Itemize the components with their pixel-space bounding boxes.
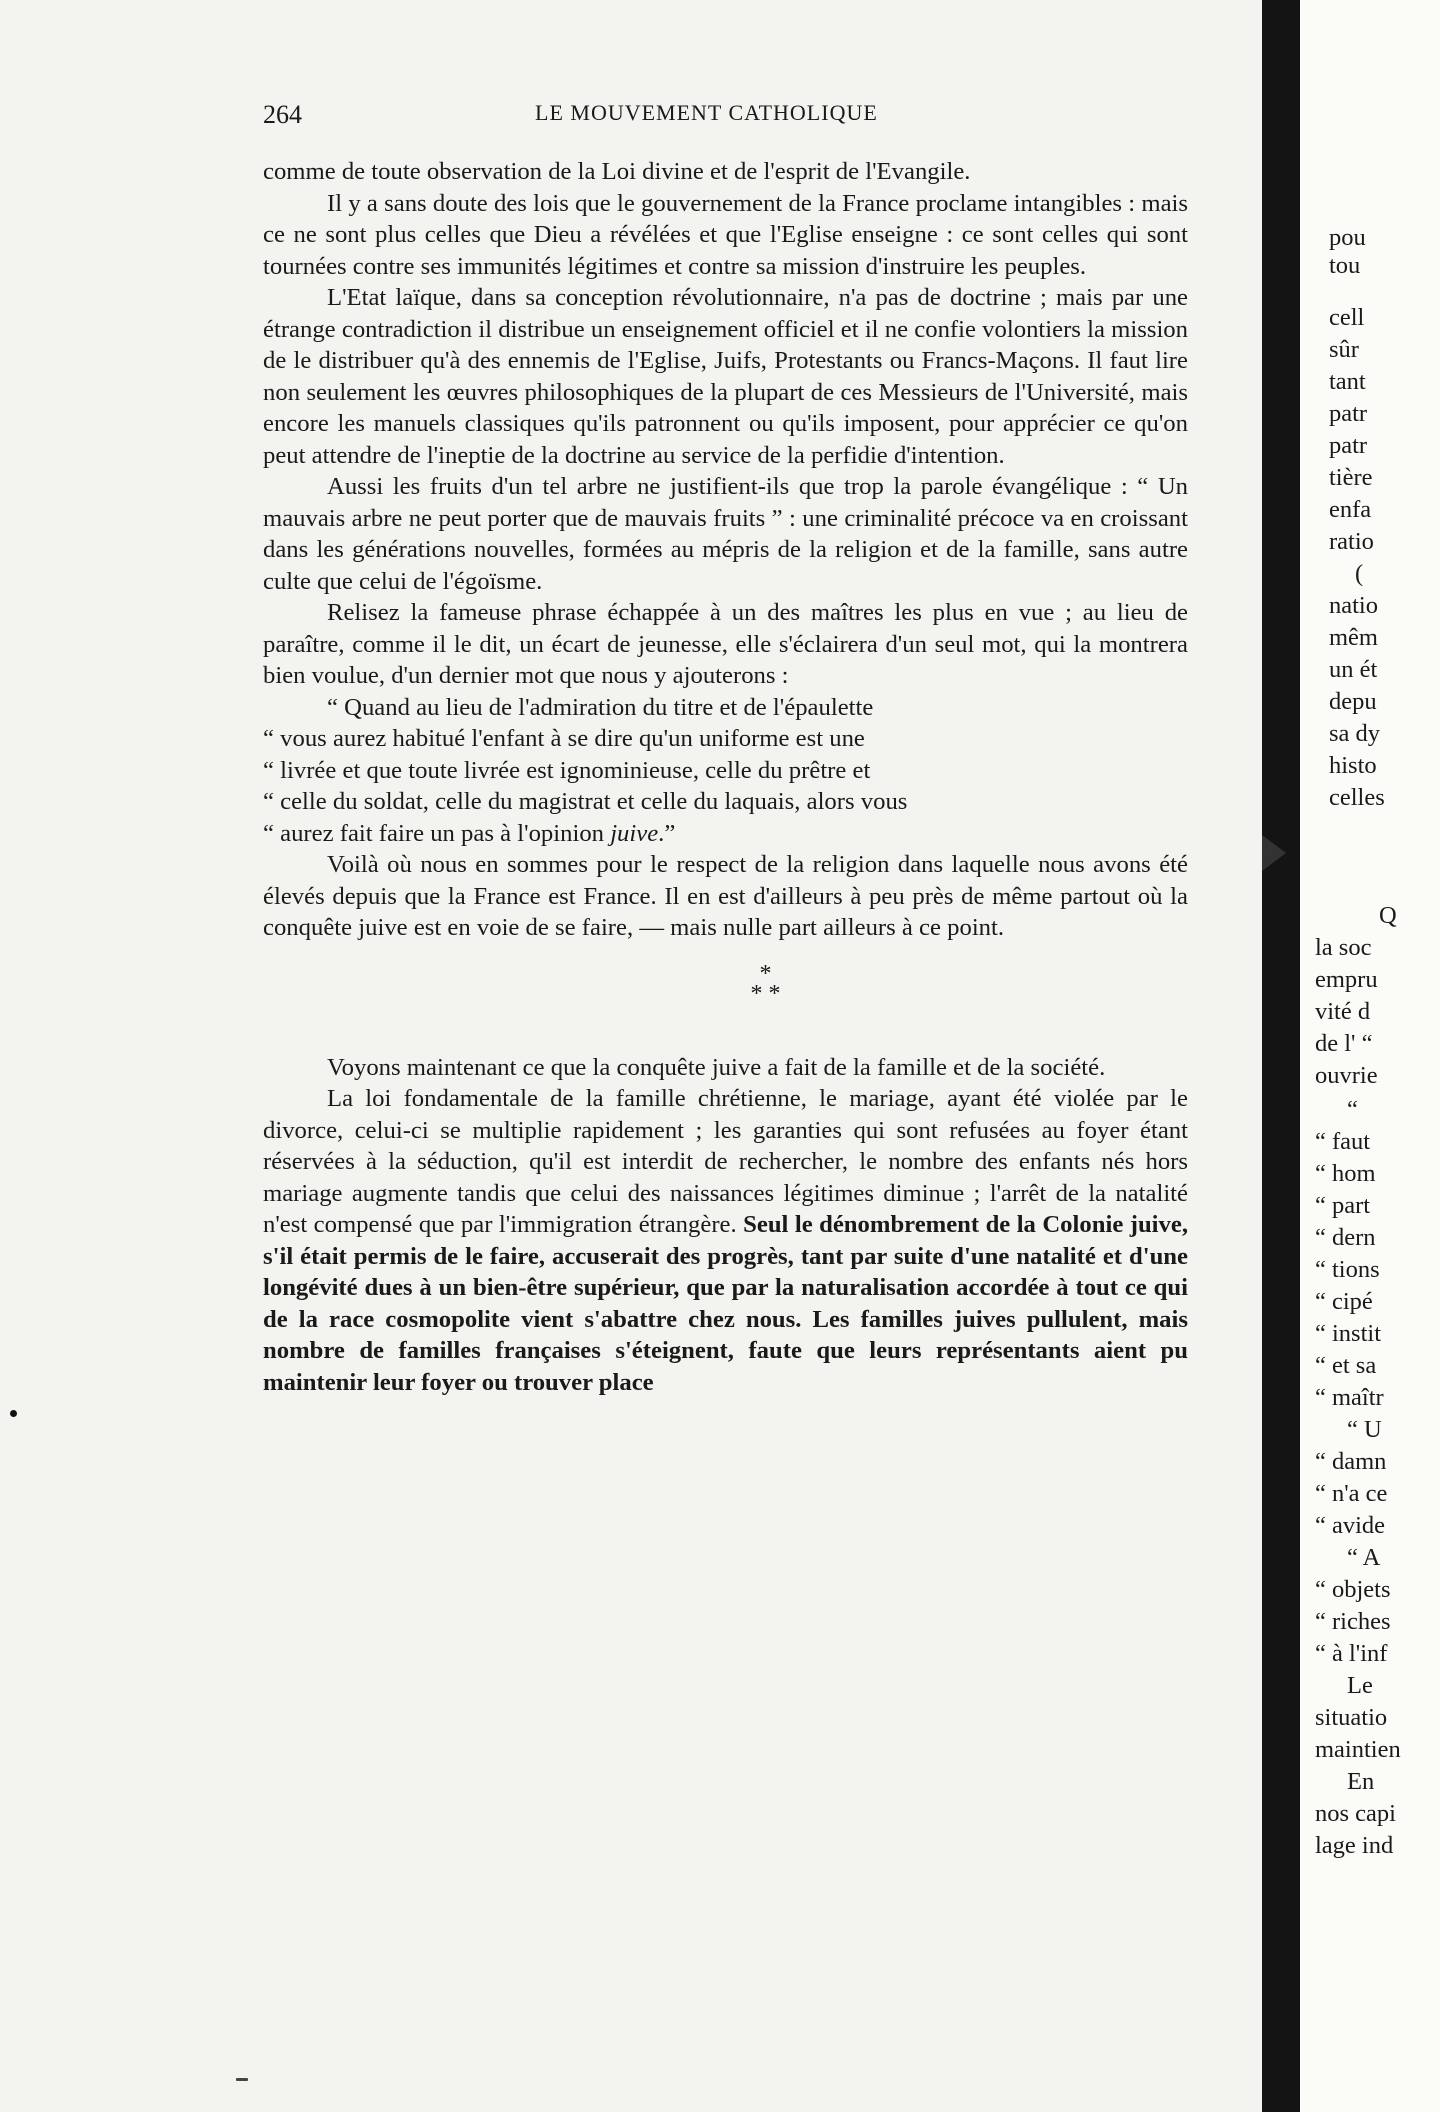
paragraph: Voyons maintenant ce que la conquête juive a fait de la famille et de la société. [327,1053,1106,1081]
right-page-fragment: Q [1379,902,1397,929]
right-page-fragment: “ et sa [1315,1352,1377,1379]
bold-text: Seul le dénombrement de la Colonie juive, s'il était permis de le faire, accuserait des progrès, tant par suite d'une natalité et d'une longévité dues à un bien-être supérieur, que par la naturalisation accordée à tout ce qui de la race cosmopolite vient s'abattre chez nous. Les familles juives pullulent, mais nombre de familles françaises s'éteignent, faute que leurs représentants aient pu maintenir leur foyer ou trouver place [263,1211,1189,1396]
right-page-fragment: situatio [1315,1704,1388,1731]
right-page-fragment: “ part [1315,1192,1371,1219]
right-page-fragment: “ damn [1315,1448,1387,1475]
right-page-fragment: maintien [1315,1736,1401,1763]
quote-line: “ Quand au lieu de l'admiration du titre et de l'épaulette [327,693,874,721]
right-page-fragment: lage ind [1315,1832,1394,1859]
right-page-fragment: “ A [1347,1544,1381,1571]
right-page-fragment: patr [1329,432,1368,459]
right-page-fragment: empru [1315,966,1378,993]
right-page-edge [1300,0,1440,2112]
right-page-fragment: En [1347,1768,1375,1795]
right-page-fragment: “ avide [1315,1512,1386,1539]
right-page-fragment: celles [1329,784,1385,811]
right-page-fragment: “ dern [1315,1224,1376,1251]
right-page-fragment: mêm [1329,624,1378,651]
right-page-fragment: enfa [1329,496,1372,523]
right-page-fragment: tière [1329,464,1373,491]
scan-speck [10,1410,17,1417]
right-page-fragment: “ tions [1315,1256,1380,1283]
right-page-fragment: nos capi [1315,1800,1396,1827]
right-page-fragment: vité d [1315,998,1371,1025]
page-number: 264 [263,100,302,129]
quote-line-last: “ aurez fait faire un pas à l'opinion juive.” [263,819,676,847]
right-page-fragment: “ instit [1315,1320,1382,1347]
right-page-fragment: cell [1329,304,1365,331]
right-page-fragment: “ objets [1315,1576,1391,1603]
block-quote [263,692,1188,850]
quote-line: “ celle du soldat, celle du magistrat et celle du laquais, alors vous [263,788,908,815]
paragraph: comme de toute observation de la Loi divine et de l'esprit de l'Evangile. [263,158,971,185]
quote-line: “ livrée et que toute livrée est ignominieuse, celle du prêtre et [263,756,871,784]
paragraph: L'Etat laïque, dans sa conception révolutionnaire, n'a pas de doctrine ; mais par une étrange contradiction il distribue un enseignement officiel et il ne confie volontiers la mission de le distribuer qu'à des ennemis de l'Eglise, Juifs, Protestants ou Francs-Maçons. Il faut lire non seulement les œuvres philosophiques de la plupart de ces Messieurs de l'Université, mais encore les manuels classiques qu'ils patronnent ou qu'ils imposent, pour apprécier ce qu'on peut attendre de l'ineptie de la doctrine au service de la perfidie d'intention. [263,284,1188,469]
right-page-fragment: “ riches [1315,1608,1391,1635]
right-page-fragment: la soc [1315,934,1372,961]
paragraph: La loi fondamentale de la famille chrétienne, le mariage, ayant été violée par le divorce, celui-ci se multiplie rapidement ; les garanties qui sont refusées au foyer étant réservées à la séduction, qu'il est interdit de rechercher, le nombre des enfants nés hors mariage augmente tandis que celui des naissances légitimes diminue ; l'arrêt de la natalité n'est compensé que par l'immigration étrangère. Seul le dénombrement de la Colonie juive, s'il était permis de le faire, accuserait des progrès, tant par suite d'une natalité et d'une longévité dues à un bien-être supérieur, que par la naturalisation accordée à tout ce qui de la race cosmopolite vient s'abattre chez nous. Les familles juives pullulent, mais nombre de familles françaises s'éteignent, faute que leurs représentants aient pu maintenir leur foyer ou trouver place [263,1085,1189,1396]
right-page-fragment: un ét [1329,656,1378,683]
italic-word: juive [610,819,659,847]
right-page-fragment: “ hom [1315,1160,1376,1187]
right-page-fragment: Le [1347,1672,1373,1699]
page-gutter [1262,0,1300,2112]
paragraph: Voilà où nous en sommes pour le respect de la religion dans laquelle nous avons été élevés depuis que la France est France. Il en est d'ailleurs à peu près de même partout où la conquête juive est en voie de se faire, — mais nulle part ailleurs à ce point. [263,851,1188,941]
right-page-fragment: “ n'a ce [1315,1480,1388,1507]
right-page-fragment: “ cipé [1315,1288,1373,1315]
right-page-fragment: “ faut [1315,1128,1371,1155]
right-page-fragment: ratio [1329,528,1374,555]
right-page-fragment: tant [1329,368,1366,395]
right-page-fragment: “ maîtr [1315,1384,1384,1411]
paragraph: Aussi les fruits d'un tel arbre ne justifient-ils que trop la parole évangélique : “ Un mauvais arbre ne peut porter que de mauvais fruits ” : une criminalité précoce va en croissant dans les générations nouvelles, formées au mépris de la religion et de la famille, sans autre culte que celui de l'égoïsme. [263,473,1188,595]
paragraph: Il y a sans doute des lois que le gouvernement de la France proclame intangibles : mais ce ne sont plus celles que Dieu a révélées et que l'Eglise enseigne : ce sont celles qui sont tournées contre ses immunités légitimes et contre sa mission d'instruire les peuples. [263,189,1188,280]
right-page-fragment: pou [1329,224,1366,251]
right-page-fragment: ouvrie [1315,1062,1378,1089]
right-page-fragment: “ U [1347,1416,1382,1443]
body-text [263,156,1188,1398]
right-page-fragment: ( [1355,560,1364,587]
paragraph: Relisez la fameuse phrase échappée à un des maîtres les plus en vue ; au lieu de paraître, comme il le dit, un écart de jeunesse, elle s'éclairera d'un seul mot, qui la montrera bien voulue, d'un dernier mot que nous y ajouterons : [263,599,1188,689]
right-page-fragment: “ [1347,1096,1358,1123]
right-page-fragment: patr [1329,400,1368,427]
right-page-fragment: natio [1329,592,1378,619]
running-head: LE MOUVEMENT CATHOLIQUE [535,100,878,125]
right-page-fragment: de l' “ [1315,1030,1373,1057]
scan-speck [236,2078,248,2081]
asterism-divider: * * * [750,960,781,1007]
right-page-fragment: sûr [1329,336,1359,363]
right-page-fragment: “ à l'inf [1315,1640,1388,1667]
right-page-fragment: depu [1329,688,1377,715]
fold-mark [1262,835,1286,871]
quote-line: “ vous aurez habitué l'enfant à se dire qu'un uniforme est une [263,725,865,752]
right-page-fragment: histo [1329,752,1377,779]
right-page-fragment: sa dy [1329,720,1381,747]
right-page-fragment: tou [1329,252,1361,279]
